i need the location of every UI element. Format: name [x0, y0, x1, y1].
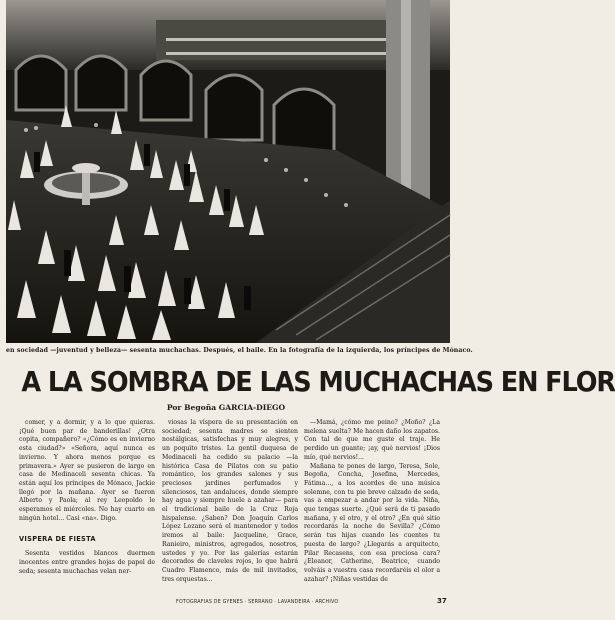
section-heading: VISPERA DE FIESTA [19, 535, 96, 544]
article-byline: Por Begoña GARCIA-DIEGO [166, 403, 286, 412]
paragraph: viosas la víspera de su presentación en sociedad; sesenta madres se sienten nostálgicas, satisfechas y muy alegres, y un poquito tristes. La gentil duquesa de Medinaceli ha cedido su palacio —la histórica Casa de Pilatos con su patio romántico, los grandes salones y sus preciosos jardines perfumados y silenciosos, tan andaluces, donde siempre hay agua y siempre huele a azahar— para el tradicional baile de la Cruz Roja hispalense. ¿Saben? Don Joaquín Carlos López Lozano será el mantenedor y todos iremos al baile: Jacqueline, Grace, Ranieiro, ministros, agregados, nosotros, ustedes y yo. Por las galerías estarán decorados de claveles rojos, lo que habrá Cuadro Flamenco, más de mil invitados, tres orquestas... [162, 419, 298, 583]
article-headline: A LA SOMBRA DE LAS MUCHACHAS EN FLOR [21, 366, 615, 398]
ballroom-photo [6, 0, 450, 343]
paragraph: —Mamá, ¿cómo me peino? ¿Moño? ¿La melena suelta? Me hacen daño los zapatos. Con tal de que me guste el traje. He perdido un guante; ¡ay, qué nervios! ¡Dios mío, qué nervios!... [304, 419, 440, 461]
page-number: 37 [437, 597, 447, 605]
paragraph: Mañana te pones de largo, Teresa, Sole, Begoña, Concha, Josefina, Mercedes, Fátima..., a los acordes de una música solemne, con tu pie breve calzado de seda, vas a empezar a andar por la vida. Niña, que tengas suerte. ¿Qué será de ti pasado mañana, y el otro, y el otro? ¿En qué sitio recordarás la noche de Sevilla? ¿Cómo serán tus hijas cuando les cuentes tu puesta de largo? ¿Llegarás a arquitecto, Pilar Recasens, con esa preciosa cara? ¿Eleanor, Catherine, Beatrice, cuando volváis a vuestra casa recordaréis el olor a azahar? ¡Niñas vestidas de [304, 462, 440, 583]
text-column-3 [304, 419, 440, 584]
paragraph: Sesenta vestidos blancos duermen inocentes entre grandes hojas de papel de seda; sesenta muchachas velan ner- [19, 550, 155, 575]
text-column-2 [162, 419, 298, 584]
ballroom-illustration [6, 0, 450, 343]
photo-caption: en sociedad —juventud y belleza— sesenta muchachas. Después, el baile. En la fotografía de la izquierda, los príncipes de Mónaco. [6, 347, 473, 354]
paragraph: comer, y a dormir, y a lo que quieras. ¡Qué buen par de banderillas! ¿Otra copita, compañero? «¿Cómo es en invierno esta ciudad?» «Señora, aquí nunca es invierno. Y ahora menos porque es primavera.» Ayer se pusieron de largo en casa de Medinaceli sesenta chicas. Ya están aquí los príncipes de Mónaco, Jackie llegó por la mañana. Ayer se fueron Alberto y Paola; al rey Leopoldo le esperamos el miércoles. No hay cuarto en ningún hotel... Casi «na». Digo. [19, 419, 155, 522]
text-column-1 [19, 419, 155, 576]
photo-credit: FOTOGRAFIAS DE GYENES · SERRANO · LAVANDEIRA · ARCHIVO [176, 600, 339, 605]
